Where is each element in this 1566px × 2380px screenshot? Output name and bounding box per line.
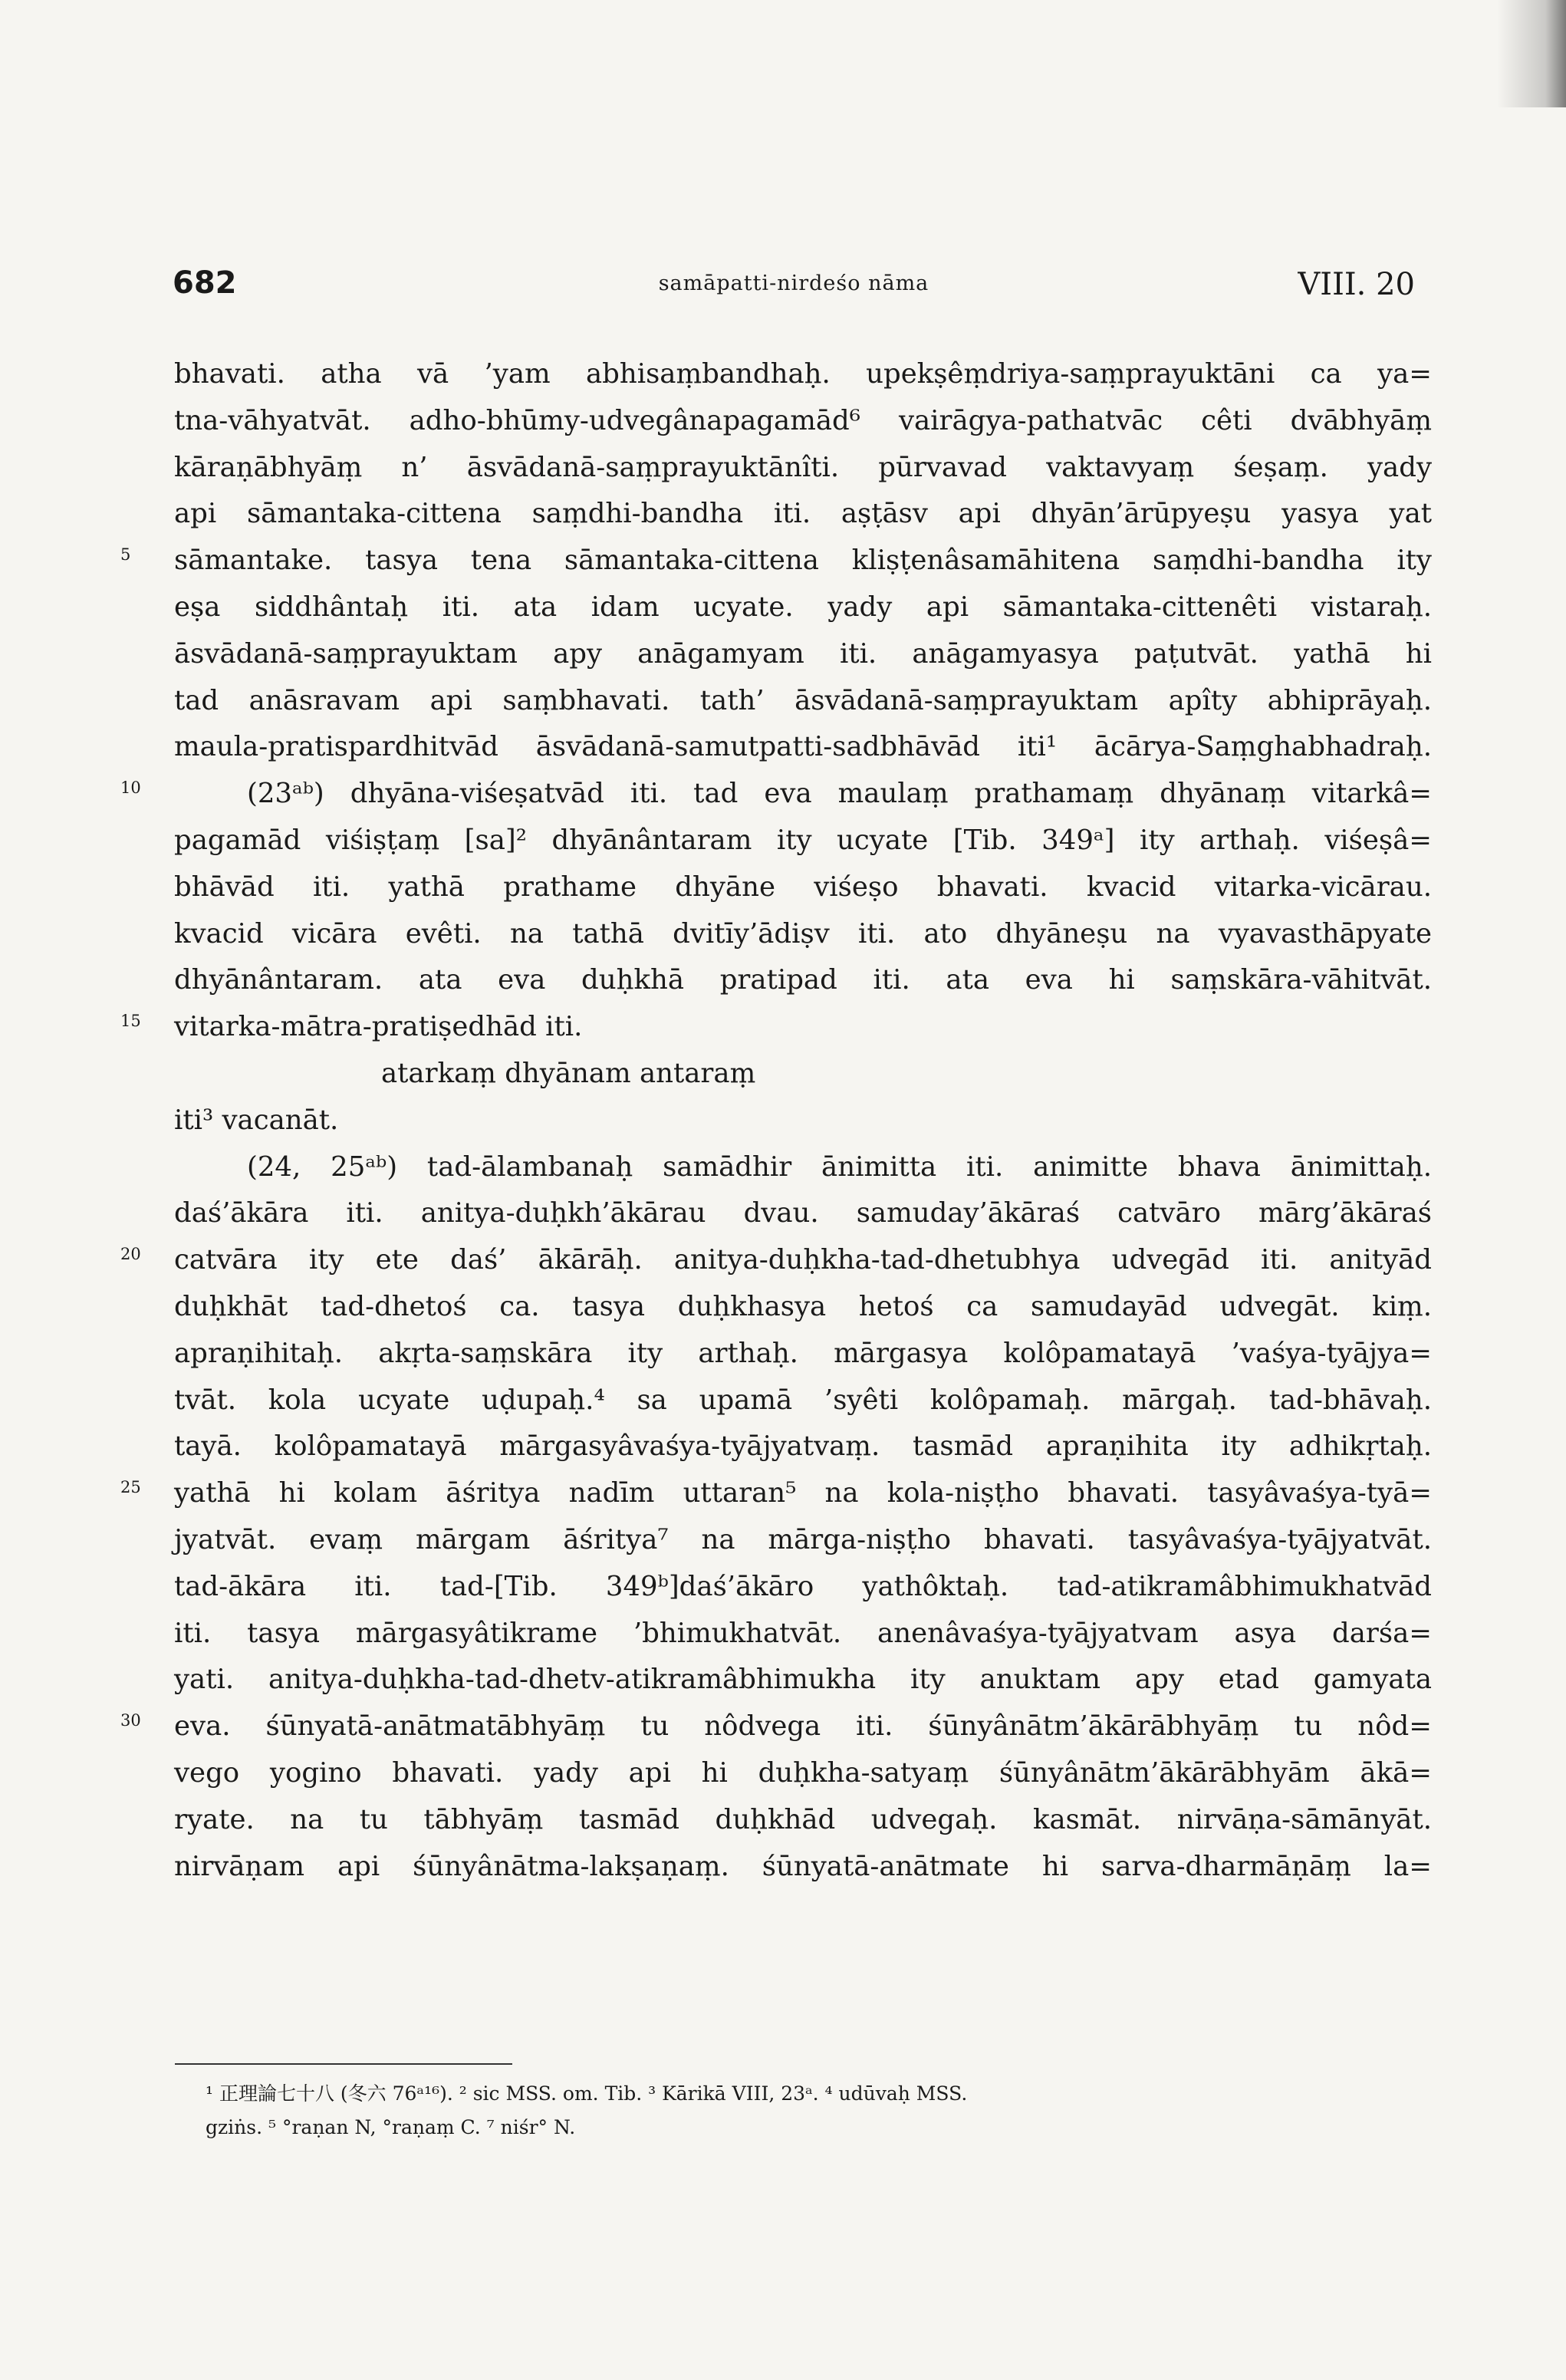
text-line: sāmantake. tasya tena sāmantaka-cittena kliṣṭenâsamāhitena saṃdhi-bandha ity: [174, 545, 1432, 577]
text-line: yathā hi kolam āśritya nadīm uttaran⁵ na kola-niṣṭho bhavati. tasyâvaśya-tyā=: [174, 1477, 1432, 1509]
text-line: bhāvād iti. yathā prathame dhyāne viśeṣo bhavati. kvacid vitarka-vicārau.: [174, 871, 1432, 903]
text-line-wrap: [120, 771, 1432, 818]
text-line: vego yogino bhavati. yady api hi duḥkha-satyaṃ śūnyânātm’ākārābhyām ākā=: [174, 1756, 1432, 1789]
text-line: tna-vāhyatvāt. adho-bhūmy-udvegânapagamād⁶ vairāgya-pathatvāc cêti dvābhyāṃ: [174, 404, 1432, 436]
text-line: vitarka-mātra-pratiṣedhād iti.: [174, 1011, 583, 1043]
text-line: daś’ākāra iti. anitya-duḥkh’ākārau dvau. samuday’ākāraś catvāro mārg’ākāraś: [174, 1197, 1432, 1230]
line-number: 15: [120, 1012, 141, 1031]
text-line: kvacid vicāra evêti. na tathā dvitīy’ādiṣv iti. ato dhyāneṣu na vyavasthāpyate: [174, 917, 1432, 950]
text-line: duḥkhāt tad-dhetoś ca. tasya duḥkhasya hetoś ca samudayād udvegāt. kiṃ.: [174, 1290, 1432, 1322]
page-number: 682: [173, 265, 237, 301]
text-line: (23ᵃᵇ) dhyāna-viśeṣatvād iti. tad eva maulaṃ prathamaṃ dhyānaṃ vitarkâ=: [247, 778, 1432, 810]
text-line-wrap: [120, 1004, 1432, 1051]
footnote-line: ¹ 正理論七十八 (冬六 76ᵃ¹⁶). ² sic MSS. om. Tib. ³ Kārikā VIII, 23ᵃ. ⁴ udūvaḥ MSS.: [206, 2082, 968, 2105]
text-line-wrap: [120, 1237, 1432, 1284]
text-line: pagamād viśiṣṭaṃ [sa]² dhyānântaram ity ucyate [Tib. 349ᵃ] ity arthaḥ. viśeṣâ=: [174, 824, 1432, 856]
text-line-wrap: [120, 1704, 1432, 1750]
text-line: āsvādanā-saṃprayuktam apy anāgamyam iti. anāgamyasya paṭutvāt. yathā hi: [174, 637, 1432, 670]
text-line: apraṇihitaḥ. akṛta-saṃskāra ity arthaḥ. mārgasya kolôpamatayā ’vaśya-tyājya=: [174, 1337, 1432, 1369]
text-line: bhavati. atha vā ’yam abhisaṃbandhaḥ. upekṣêṃdriya-saṃprayuktāni ca ya=: [174, 358, 1432, 390]
footnote-divider: [175, 2063, 512, 2065]
text-line: iti. tasya mārgasyâtikrame ’bhimukhatvāt. anenâvaśya-tyājyatvam asya darśa=: [174, 1617, 1432, 1649]
running-header: [173, 265, 1415, 311]
footnote-line: gziṅs. ⁵ °raṇan N, °raṇaṃ C. ⁷ niśr° N.: [206, 2116, 576, 2138]
line-number: 30: [120, 1711, 141, 1730]
line-number: 10: [120, 779, 141, 798]
text-line: eva. śūnyatā-anātmatābhyāṃ tu nôdvega iti. śūnyânātm’ākārābhyāṃ tu nôd=: [174, 1710, 1432, 1743]
page-edge-shadow: [1497, 0, 1566, 107]
verse-line: atarkaṃ dhyānam antaraṃ: [381, 1057, 756, 1089]
text-line: tad anāsravam api saṃbhavati. tath’ āsvādanā-saṃprayuktam apîty abhiprāyaḥ.: [174, 684, 1432, 716]
section-number: VIII. 20: [1298, 267, 1415, 302]
text-line: maula-pratispardhitvād āsvādanā-samutpatti-sadbhāvād iti¹ ācārya-Saṃghabhadraḥ.: [174, 731, 1432, 763]
text-line: (24, 25ᵃᵇ) tad-ālambanaḥ samādhir ānimitta iti. animitte bhava ānimittaḥ.: [247, 1150, 1432, 1183]
text-line: yati. anitya-duḥkha-tad-dhetv-atikramâbhimukha ity anuktam apy etad gamyata: [174, 1664, 1432, 1696]
text-line: tayā. kolôpamatayā mārgasyâvaśya-tyājyatvaṃ. tasmād apraṇihita ity adhikṛtaḥ.: [174, 1430, 1432, 1463]
line-number: 5: [120, 545, 131, 565]
running-title: samāpatti-nirdeśo nāma: [658, 272, 929, 295]
line-number: 25: [120, 1478, 141, 1497]
footnotes: [206, 2077, 1433, 2145]
text-line: ryate. na tu tābhyāṃ tasmād duḥkhād udvegaḥ. kasmāt. nirvāṇa-sāmānyāt.: [174, 1803, 1432, 1835]
text-line: jyatvāt. evaṃ mārgam āśritya⁷ na mārga-niṣṭho bhavati. tasyâvaśya-tyājyatvāt.: [174, 1523, 1432, 1555]
main-text: [120, 351, 1432, 1890]
text-line: dhyānântaram. ata eva duḥkhā pratipad iti. ata eva hi saṃskāra-vāhitvāt.: [174, 964, 1432, 996]
text-line: iti³ vacanāt.: [174, 1104, 339, 1136]
text-line: tad-ākāra iti. tad-[Tib. 349ᵇ]daś’ākāro yathôktaḥ. tad-atikramâbhimukhatvād: [174, 1570, 1432, 1602]
text-line-wrap: [120, 538, 1432, 584]
text-line: eṣa siddhântaḥ iti. ata idam ucyate. yady api sāmantaka-cittenêti vistaraḥ.: [174, 591, 1432, 623]
text-line: catvāra ity ete daś’ ākārāḥ. anitya-duḥkha-tad-dhetubhya udvegād iti. anityād: [174, 1244, 1432, 1276]
line-number: 20: [120, 1245, 141, 1264]
text-line: api sāmantaka-cittena saṃdhi-bandha iti. aṣṭāsv api dhyān’ārūpyeṣu yasya yat: [174, 498, 1432, 530]
text-line: kāraṇābhyāṃ n’ āsvādanā-saṃprayuktānîti. pūrvavad vaktavyaṃ śeṣaṃ. yady: [174, 451, 1432, 483]
text-line-wrap: [120, 1470, 1432, 1517]
text-line: nirvāṇam api śūnyânātma-lakṣaṇaṃ. śūnyatā-anātmate hi sarva-dharmāṇāṃ la=: [174, 1850, 1432, 1882]
text-line: tvāt. kola ucyate uḍupaḥ.⁴ sa upamā ’syêti kolôpamaḥ. mārgaḥ. tad-bhāvaḥ.: [174, 1384, 1432, 1416]
